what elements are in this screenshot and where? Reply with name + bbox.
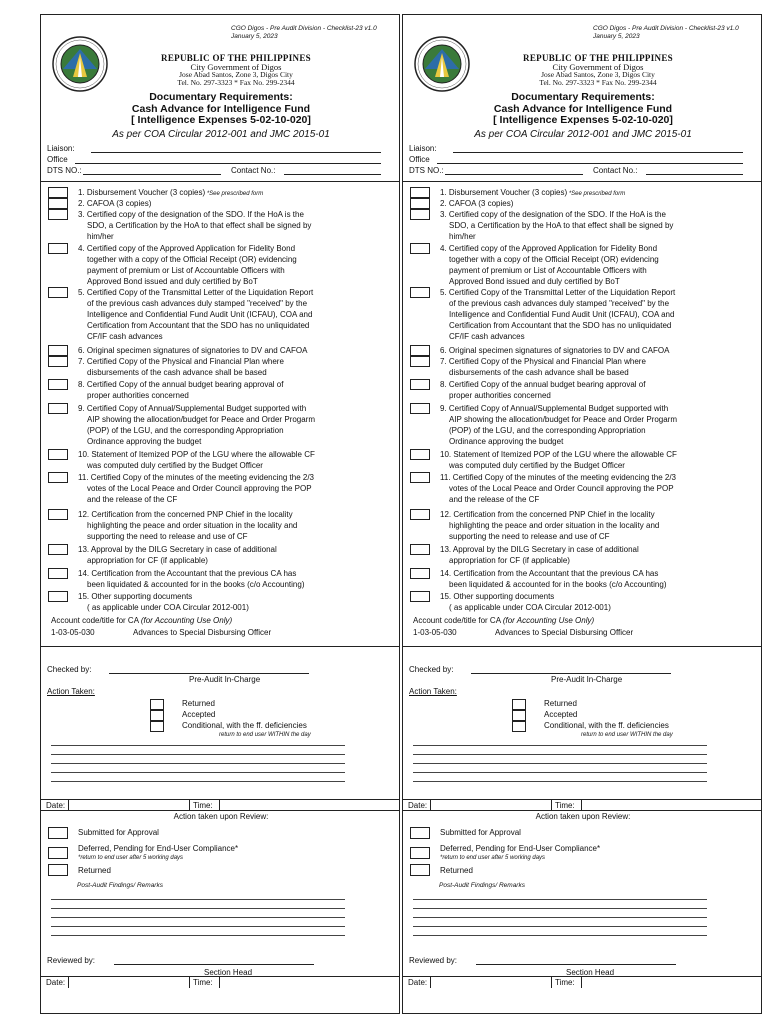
requirement-text: of the previous cash advances duly stamped "received" by the (87, 299, 308, 308)
checked-by-field[interactable] (471, 673, 671, 674)
requirement-item (78, 287, 398, 342)
requirement-text: appropriation for CF (if applicable) (449, 556, 570, 565)
requirement-text: him/her (87, 232, 114, 241)
requirement-text: was computed duly certified by the Budget Officer (449, 461, 625, 470)
requirement-text: 15. Other supporting documents (440, 592, 555, 601)
conditional-label: Conditional, with the ff. deficiencies (544, 721, 669, 730)
requirement-text: and the release of the CF (87, 495, 178, 504)
divider (551, 799, 552, 810)
section-head-label: Section Head (204, 968, 253, 977)
requirement-checkbox[interactable] (410, 403, 430, 414)
requirement-text: 5. Certified Copy of the Transmittal Letter of the Liquidation Report (440, 288, 676, 297)
dts-field[interactable] (83, 174, 221, 175)
requirement-text: him/her (449, 232, 476, 241)
reviewed-by-field[interactable] (476, 964, 676, 965)
requirement-item (440, 356, 760, 378)
requirement-text: 5. Certified Copy of the Transmittal Letter of the Liquidation Report (78, 288, 314, 297)
office-address: Jose Abad Santos, Zone 3, Digos City Tel. No. 297-3323 * Fax No. 299-2344 (539, 70, 657, 87)
divider (41, 799, 399, 800)
requirement-checkbox[interactable] (48, 345, 68, 356)
account-title: Advances to Special Disbursing Officer (495, 628, 634, 637)
divider (189, 976, 190, 988)
requirement-checkbox[interactable] (48, 449, 68, 460)
section-head-label: Section Head (566, 968, 615, 977)
liaison-label: Liaison: (47, 144, 75, 153)
requirement-text: 4. Certified copy of the Approved Application for Fidelity Bond (78, 244, 296, 253)
requirement-text: disbursements of the cash advance shall be based (449, 368, 629, 377)
checked-by-label: Checked by: (409, 665, 454, 674)
requirement-checkbox[interactable] (48, 243, 68, 254)
requirement-item (440, 544, 760, 566)
divider (430, 976, 431, 988)
requirement-text: 8. Certified Copy of the annual budget bearing approval of (78, 380, 284, 389)
contact-label: Contact No.: (593, 166, 638, 175)
requirement-text: 6. Original specimen signatures of signatories to DV and CAFOA (78, 346, 308, 355)
office-field[interactable] (75, 163, 381, 164)
liaison-field[interactable] (91, 152, 381, 153)
requirement-text: highlighting the peace and order situation in the locality and (87, 521, 298, 530)
requirement-text: votes of the Local Peace and Order Council approving the POP (449, 484, 674, 493)
requirement-checkbox[interactable] (410, 449, 430, 460)
dts-label: DTS NO.: (409, 166, 444, 175)
requirement-checkbox[interactable] (48, 472, 68, 483)
requirement-item (440, 449, 760, 471)
deferred-checkbox[interactable] (48, 847, 68, 859)
requirement-text: SDO, a Certification by the HoA to that effect shall be signed by (449, 221, 674, 230)
requirement-text: Certification from Accountant that the SDO has no unliquidated (87, 321, 310, 330)
review-header: Action taken upon Review: (535, 812, 631, 821)
divider (189, 799, 190, 810)
requirement-checkbox[interactable] (48, 209, 68, 220)
conditional-checkbox[interactable] (512, 721, 526, 732)
requirement-text: 15. Other supporting documents (78, 592, 193, 601)
requirement-checkbox[interactable] (410, 591, 430, 602)
requirement-checkbox[interactable] (410, 209, 430, 220)
divider (403, 976, 761, 977)
date-label: Date: (408, 801, 428, 810)
requirement-text: 9. Certified Copy of Annual/Supplemental Budget supported with (78, 404, 307, 413)
date-label: Date: (46, 978, 66, 987)
pre-audit-label: Pre-Audit In-Charge (551, 675, 623, 684)
divider (68, 976, 69, 988)
divider (581, 976, 582, 988)
requirement-text: 12. Certification from the concerned PNP Chief in the locality (78, 510, 293, 519)
requirement-item (78, 544, 398, 566)
findings-label: Post-Audit Findings/ Remarks (439, 882, 525, 889)
dts-field[interactable] (445, 174, 583, 175)
requirement-text: ( as applicable under COA Circular 2012-001) (87, 603, 249, 612)
returned-label: Returned (544, 699, 577, 708)
account-label: Account code/title for CA (for Accounting Use Only) (51, 616, 233, 625)
checked-by-label: Checked by: (47, 665, 92, 674)
republic-heading: REPUBLIC OF THE PHILIPPINES (523, 53, 673, 63)
returned-label: Returned (182, 699, 215, 708)
submitted-checkbox[interactable] (410, 827, 430, 839)
requirement-checkbox[interactable] (48, 187, 68, 198)
city-seal-icon (51, 35, 109, 93)
account-code: 1-03-05-030 (413, 628, 457, 637)
divider (41, 181, 399, 182)
date-label: Date: (408, 978, 428, 987)
form-title: Documentary Requirements: Cash Advance for Intelligence Fund [ Intelligence Expenses 5-02-10-020] (131, 91, 311, 126)
requirement-item (440, 209, 760, 242)
deferred-checkbox[interactable] (410, 847, 430, 859)
requirement-text: 12. Certification from the concerned PNP Chief in the locality (440, 510, 655, 519)
returned2-checkbox[interactable] (48, 864, 68, 876)
requirement-text: 4. Certified copy of the Approved Application for Fidelity Bond (440, 244, 658, 253)
requirement-text: disbursements of the cash advance shall be based (87, 368, 267, 377)
requirement-note: *See prescribed form (205, 191, 264, 197)
liaison-label: Liaison: (409, 144, 437, 153)
submitted-checkbox[interactable] (48, 827, 68, 839)
time-label: Time: (555, 978, 575, 987)
requirement-item (440, 403, 760, 447)
requirement-checkbox[interactable] (48, 403, 68, 414)
requirement-text: SDO, a Certification by the HoA to that effect shall be signed by (87, 221, 312, 230)
requirement-checkbox[interactable] (410, 287, 430, 298)
review-header: Action taken upon Review: (173, 812, 269, 821)
requirement-text: 2. CAFOA (3 copies) (78, 199, 152, 208)
requirement-text: of the previous cash advances duly stamped "received" by the (449, 299, 670, 308)
submitted-label: Submitted for Approval (78, 828, 159, 837)
requirement-checkbox[interactable] (48, 356, 68, 367)
requirement-text: payment of premium or List of Accountable Officers with (449, 266, 647, 275)
findings-label: Post-Audit Findings/ Remarks (77, 882, 163, 889)
requirement-text: proper authorities concerned (87, 391, 189, 400)
liaison-field[interactable] (453, 152, 743, 153)
divider (403, 810, 761, 811)
deferred-label: Deferred, Pending for End-User Compliance* (78, 844, 239, 853)
requirement-text: AIP showing the allocation/budget for Peace and Order Progarm (449, 415, 677, 424)
requirement-item (440, 472, 760, 505)
requirement-item (78, 356, 398, 378)
requirement-text: 10. Statement of Itemized POP of the LGU where the allowable CF (78, 450, 315, 459)
requirement-text: Approved Bond issued and duly certified by BoT (87, 277, 258, 286)
requirement-note: *See prescribed form (567, 191, 626, 197)
divider (581, 799, 582, 810)
requirement-item (78, 345, 398, 356)
requirement-checkbox[interactable] (48, 379, 68, 390)
form-subtitle: As per COA Circular 2012-001 and JMC 2015-01 (112, 129, 330, 140)
checked-by-field[interactable] (109, 673, 309, 674)
requirement-text: ( as applicable under COA Circular 2012-001) (449, 603, 611, 612)
requirement-text: (POP) of the LGU, and the corresponding Appropriation (449, 426, 646, 435)
requirement-text: (POP) of the LGU, and the corresponding Appropriation (87, 426, 284, 435)
republic-heading: REPUBLIC OF THE PHILIPPINES (161, 53, 311, 63)
contact-field[interactable] (646, 174, 743, 175)
returned-checkbox[interactable] (150, 699, 164, 710)
checklist-form-right (402, 14, 762, 1014)
dts-label: DTS NO.: (47, 166, 82, 175)
requirement-text: 3. Certified copy of the designation of the SDO. If the HoA is the (440, 210, 666, 219)
requirement-checkbox[interactable] (410, 379, 430, 390)
form-code: CGO Digos - Pre Audit Division - Checklist-23 v1.0 January 5, 2023 (593, 25, 739, 40)
requirement-text: Intelligence and Confidential Fund Audit Unit (ICFAU), COA and (449, 310, 675, 319)
form-code: CGO Digos - Pre Audit Division - Checklist-23 v1.0 January 5, 2023 (231, 25, 377, 40)
requirement-text: been liquidated & accounted for in the books (c/o Accounting) (87, 580, 305, 589)
requirement-text: 11. Certified Copy of the minutes of the meeting evidencing the 2/3 (78, 473, 314, 482)
office-label: Office (409, 155, 430, 164)
requirement-text: 3. Certified copy of the designation of the SDO. If the HoA is the (78, 210, 304, 219)
requirement-text: 1. Disbursement Voucher (3 copies) (78, 188, 206, 197)
requirement-text: 7. Certified Copy of the Physical and Financial Plan where (440, 357, 646, 366)
requirement-text: 13. Approval by the DILG Secretary in case of additional (78, 545, 277, 554)
returned2-checkbox[interactable] (410, 864, 430, 876)
action-taken-label: Action Taken: (47, 687, 95, 696)
requirement-text: and the release of the CF (449, 495, 540, 504)
requirement-item (78, 198, 398, 209)
requirement-item (78, 591, 398, 613)
reviewed-by-label: Reviewed by: (409, 956, 458, 965)
city-seal-icon (413, 35, 471, 93)
requirement-text: 13. Approval by the DILG Secretary in case of additional (440, 545, 639, 554)
returned2-label: Returned (440, 866, 473, 875)
requirement-checkbox[interactable] (410, 509, 430, 520)
requirement-item (440, 509, 760, 542)
requirement-item (78, 379, 398, 401)
requirement-text: 1. Disbursement Voucher (3 copies) (440, 188, 568, 197)
requirement-checkbox[interactable] (410, 198, 430, 209)
requirement-text: 9. Certified Copy of Annual/Supplemental Budget supported with (440, 404, 669, 413)
reviewed-by-field[interactable] (114, 964, 314, 965)
return-note: return to end user WITHIN the day (581, 732, 673, 738)
account-label: Account code/title for CA (for Accounting Use Only) (413, 616, 595, 625)
city-name: City Government of Digos (552, 62, 644, 72)
divider (403, 646, 761, 647)
requirement-item (78, 243, 398, 287)
requirement-text: 8. Certified Copy of the annual budget bearing approval of (440, 380, 646, 389)
requirement-checkbox[interactable] (48, 287, 68, 298)
returned-checkbox[interactable] (512, 699, 526, 710)
date-label: Date: (46, 801, 66, 810)
conditional-label: Conditional, with the ff. deficiencies (182, 721, 307, 730)
deferred-label: Deferred, Pending for End-User Compliance* (440, 844, 601, 853)
return-note: return to end user WITHIN the day (219, 732, 311, 738)
deferred-note: *return to end user after 5 working days (440, 855, 546, 861)
requirement-text: together with a copy of the Official Receipt (OR) evidencing (87, 255, 297, 264)
requirement-item (78, 509, 398, 542)
deferred-note: *return to end user after 5 working days (78, 855, 184, 861)
requirement-text: 6. Original specimen signatures of signatories to DV and CAFOA (440, 346, 670, 355)
form-subtitle: As per COA Circular 2012-001 and JMC 2015-01 (474, 129, 692, 140)
pre-audit-label: Pre-Audit In-Charge (189, 675, 261, 684)
requirement-checkbox[interactable] (48, 544, 68, 555)
requirement-text: 7. Certified Copy of the Physical and Financial Plan where (78, 357, 284, 366)
requirement-text: together with a copy of the Official Receipt (OR) evidencing (449, 255, 659, 264)
form-title: Documentary Requirements: Cash Advance for Intelligence Fund [ Intelligence Expenses 5-02-10-020] (493, 91, 673, 126)
requirement-checkbox[interactable] (48, 591, 68, 602)
requirement-text: appropriation for CF (if applicable) (87, 556, 208, 565)
requirement-item (440, 243, 760, 287)
office-field[interactable] (437, 163, 743, 164)
requirement-text: supporting the need to release and use of CF (449, 532, 610, 541)
city-name: City Government of Digos (190, 62, 282, 72)
account-code: 1-03-05-030 (51, 628, 95, 637)
requirement-text: 14. Certification from the Accountant that the previous CA has (78, 569, 297, 578)
divider (41, 646, 399, 647)
requirement-checkbox[interactable] (410, 187, 430, 198)
requirement-text: Ordinance approving the budget (87, 437, 202, 446)
reviewed-by-label: Reviewed by: (47, 956, 96, 965)
returned2-label: Returned (78, 866, 111, 875)
requirement-item (440, 591, 760, 613)
divider (403, 799, 761, 800)
accepted-checkbox[interactable] (150, 710, 164, 721)
requirement-text: 2. CAFOA (3 copies) (440, 199, 514, 208)
accepted-label: Accepted (182, 710, 216, 719)
requirement-text: CF/IF cash advances (449, 332, 525, 341)
requirement-item (78, 403, 398, 447)
contact-label: Contact No.: (231, 166, 276, 175)
requirement-text: Certification from Accountant that the SDO has no unliquidated (449, 321, 672, 330)
requirement-checkbox[interactable] (410, 544, 430, 555)
requirement-text: been liquidated & accounted for in the books (c/o Accounting) (449, 580, 667, 589)
divider (403, 181, 761, 182)
requirement-text: votes of the Local Peace and Order Council approving the POP (87, 484, 312, 493)
time-label: Time: (193, 978, 213, 987)
time-label: Time: (555, 801, 575, 810)
requirement-checkbox[interactable] (410, 345, 430, 356)
requirement-item (440, 379, 760, 401)
requirement-text: was computed duly certified by the Budget Officer (87, 461, 263, 470)
requirement-checkbox[interactable] (48, 568, 68, 579)
action-taken-label: Action Taken: (409, 687, 457, 696)
requirement-checkbox[interactable] (48, 198, 68, 209)
requirement-item (78, 209, 398, 242)
divider (41, 976, 399, 977)
divider (551, 976, 552, 988)
accepted-checkbox[interactable] (512, 710, 526, 721)
account-title: Advances to Special Disbursing Officer (133, 628, 272, 637)
requirement-text: highlighting the peace and order situation in the locality and (449, 521, 660, 530)
requirement-text: supporting the need to release and use of CF (87, 532, 248, 541)
requirement-text: 10. Statement of Itemized POP of the LGU where the allowable CF (440, 450, 677, 459)
requirement-checkbox[interactable] (48, 509, 68, 520)
office-label: Office (47, 155, 68, 164)
requirement-checkbox[interactable] (410, 568, 430, 579)
submitted-label: Submitted for Approval (440, 828, 521, 837)
requirement-checkbox[interactable] (410, 472, 430, 483)
checklist-form-left (40, 14, 400, 1014)
requirement-item (78, 472, 398, 505)
requirement-item (440, 568, 760, 590)
requirement-item (440, 287, 760, 342)
requirement-text: Approved Bond issued and duly certified by BoT (449, 277, 620, 286)
requirement-item (440, 198, 760, 209)
accepted-label: Accepted (544, 710, 578, 719)
divider (219, 799, 220, 810)
conditional-checkbox[interactable] (150, 721, 164, 732)
divider (430, 799, 431, 810)
requirement-item (78, 568, 398, 590)
requirement-item (440, 345, 760, 356)
divider (219, 976, 220, 988)
requirement-item (78, 449, 398, 471)
time-label: Time: (193, 801, 213, 810)
requirement-text: AIP showing the allocation/budget for Peace and Order Progarm (87, 415, 315, 424)
office-address: Jose Abad Santos, Zone 3, Digos City Tel. No. 297-3323 * Fax No. 299-2344 (177, 70, 295, 87)
requirement-text: CF/IF cash advances (87, 332, 163, 341)
requirement-text: Ordinance approving the budget (449, 437, 564, 446)
requirement-text: payment of premium or List of Accountable Officers with (87, 266, 285, 275)
requirement-text: proper authorities concerned (449, 391, 551, 400)
requirement-text: 11. Certified Copy of the minutes of the meeting evidencing the 2/3 (440, 473, 676, 482)
divider (41, 810, 399, 811)
divider (68, 799, 69, 810)
requirement-text: 14. Certification from the Accountant that the previous CA has (440, 569, 659, 578)
requirement-text: Intelligence and Confidential Fund Audit Unit (ICFAU), COA and (87, 310, 313, 319)
requirement-checkbox[interactable] (410, 356, 430, 367)
contact-field[interactable] (284, 174, 381, 175)
requirement-checkbox[interactable] (410, 243, 430, 254)
